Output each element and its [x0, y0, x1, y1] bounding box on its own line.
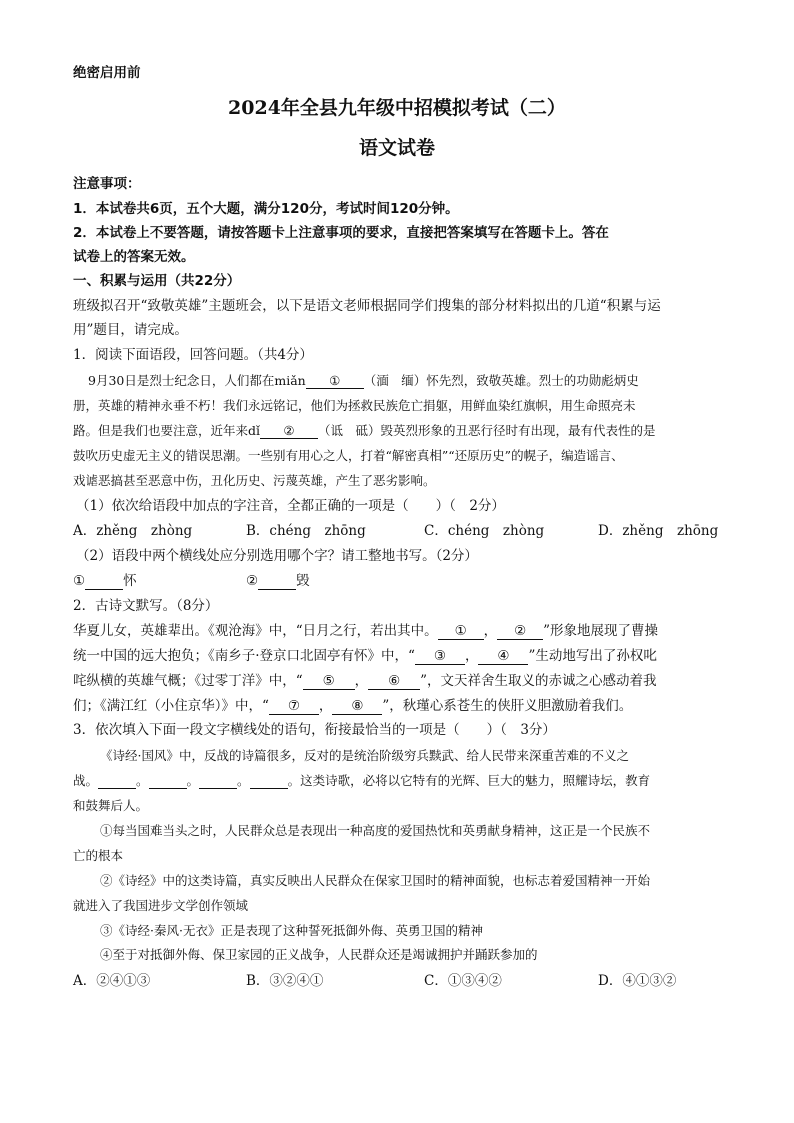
q2-text: ”，秋瑾心系苍生的侠肝义胆激励着我们。 [382, 698, 633, 714]
q1-sub1-option-b: B．chéng zhōng [246, 523, 366, 539]
q1-sub2-answer-2 [246, 572, 310, 590]
q3-passage-line-1: 《诗经·国风》中，反战的诗篇很多，反对的是统治阶级穷兵黩武、给人民带来深重苦难的不义之 [100, 748, 629, 763]
q1-sub1-option-a: A．zhěng zhòng [73, 523, 193, 539]
secret-label: 绝密启用前 [73, 65, 141, 81]
q1-sub2-tail: 毁 [296, 573, 310, 589]
q1-sub2-num: ① [73, 573, 86, 589]
q2-text: ”生动地写出了孙权叱 [528, 648, 657, 664]
q1-passage-line-4: 鼓吹历史虚无主义的错误思潮。一些别有用心之人，打着“解密真相”“还原历史”的幌子，编造谣言、 [73, 448, 624, 463]
q3-sentence-2-line-1: ②《诗经》中的这类诗篇，真实反映出人民群众在保家卫国时的精神面貌，也标志着爱国精神一开始 [100, 873, 651, 888]
q2-blank-8: ⑧ [332, 699, 382, 715]
q1-passage-text: 路。但是我们也要注意，近年来dǐ [73, 423, 261, 438]
q1-passage-text: 9月30日是烈士纪念日，人们都在miǎn [88, 373, 306, 388]
q1-sub2: （2）语段中两个横线处应分别选用哪个字？请工整地书写。（2分） [76, 548, 478, 564]
q3-blank-2 [149, 773, 187, 789]
subject-title: 语文试卷 [358, 137, 435, 159]
q1-passage-text: （诋 砥）毁英烈形象的丑恶行径时有出现，最有代表性的是 [318, 423, 656, 438]
q1-passage-line-1 [88, 372, 639, 390]
q3-blank-3 [199, 773, 237, 789]
q2-blank-3: ③ [415, 649, 465, 665]
q1-sub2-tail: 怀 [123, 573, 137, 589]
q1-sub2-num: ② [246, 573, 259, 589]
notice-item-1: 1．本试卷共6页，五个大题，满分120分，考试时间120分钟。 [73, 201, 459, 217]
q3-blank-4 [250, 773, 288, 789]
notice-item-2-line-1: 2．本试卷上不要答题，请按答题卡上注意事项的要求，直接把答案填写在答题卡上。答在 [73, 225, 609, 241]
q2-text: ”，文天祥舍生取义的赤诚之心感动着我 [420, 673, 657, 689]
notice-heading: 注意事项： [73, 176, 141, 192]
q2-blank-5: ⑤ [303, 674, 355, 690]
section1-intro-line-2: 用”题目，请完成。 [73, 322, 188, 338]
q1-sub1-option-c: C．chéng zhòng [424, 523, 545, 539]
q1-blank-2: ② [260, 423, 318, 439]
q2-line-4 [73, 697, 632, 715]
q1-stem: 1．阅读下面语段，回答问题。（共4分） [73, 347, 313, 363]
q1-sub2-answer-1 [73, 572, 137, 590]
q2-line-1 [73, 622, 658, 640]
q3-sentence-1-line-1: ①每当国难当头之时，人民群众总是表现出一种高度的爱国热忱和英勇献身精神，这正是一个民族不 [100, 823, 651, 838]
q2-blank-1: ① [438, 624, 484, 640]
q2-comma: ， [318, 698, 333, 714]
exam-title: 2024年全县九年级中招模拟考试（二） [228, 97, 566, 119]
q1-passage-line-2: 册，英雄的精神永垂不朽！我们永远铭记，他们为拯救民族危亡捐躯，用鲜血染红旗帜，用生命照亮未 [73, 398, 636, 413]
q1-passage-line-5: 戏谑恶搞甚至恶意中伤，丑化历史、污蔑英雄，产生了恶劣影响。 [73, 473, 436, 488]
q2-blank-4: ④ [478, 649, 528, 665]
q3-sentence-3: ③《诗经·秦风·无衣》正是表现了这种誓死抵御外侮、英勇卫国的精神 [100, 923, 483, 938]
q1-sub1-option-d: D．zhěng zhōng [598, 523, 719, 539]
q3-passage-line-2: 战。 。 。 。 。这类诗歌，必将以它特有的光辉、巨大的魅力，照耀诗坛，教育 [73, 773, 651, 788]
section1-intro-line-1: 班级拟召开“致敬英雄”主题班会，以下是语文老师根据同学们搜集的部分材料拟出的几道“积累与运 [73, 298, 661, 314]
q2-text: 华夏儿女，英雄辈出。《观沧海》中，“日月之行，若出其中。 [73, 623, 438, 639]
q1-sub2-blank-2 [258, 574, 296, 590]
q3-text: 战。 [73, 773, 99, 788]
q1-passage-text: （湎 缅）怀先烈，致敬英雄。烈士的功勋彪炳史 [363, 373, 639, 388]
q3-text: 这类诗歌，必将以它特有的光辉、巨大的魅力，照耀诗坛，教育 [300, 773, 651, 788]
q3-sentence-2-line-2: 就进入了我国进步文学创作领域 [73, 898, 249, 913]
q2-text: 统一中国的远大抱负；《南乡子·登京口北固亭有怀》中，“ [73, 648, 415, 664]
q2-comma: ， [354, 673, 369, 689]
q1-sub1: （1）依次给语段中加点的字注音，全都正确的一项是（ ）（ 2分） [76, 498, 505, 514]
q2-line-3 [73, 672, 657, 690]
q1-passage-line-3 [73, 422, 656, 440]
q2-line-2 [73, 647, 657, 665]
q2-stem: 2．古诗文默写。（8分） [73, 598, 219, 614]
q3-option-b: B．③②④① [246, 973, 324, 989]
q3-stem: 3．依次填入下面一段文字横线处的语句，衔接最恰当的一项是（ ）（ 3分） [73, 722, 556, 738]
q3-blank-1 [98, 773, 136, 789]
q2-comma: ， [483, 623, 498, 639]
q2-comma: ， [464, 648, 479, 664]
notice-item-2-line-2: 试卷上的答案无效。 [73, 249, 195, 265]
q3-option-c: C．①③④② [424, 973, 502, 989]
q3-sentence-1-line-2: 亡的根本 [73, 848, 124, 863]
q2-blank-6: ⑥ [368, 674, 420, 690]
q3-sentence-4: ④至于对抵御外侮、保卫家园的正义战争，人民群众还是竭诚拥护并踊跃参加的 [100, 947, 538, 962]
q1-sub2-blank-1 [85, 574, 123, 590]
q1-blank-1: ① [306, 373, 364, 389]
q2-text: 们；《满江红（小住京华）》中，“ [73, 698, 269, 714]
q2-text: ”形象地展现了曹操 [543, 623, 659, 639]
q3-option-d: D．④①③② [598, 973, 677, 989]
q2-blank-2: ② [497, 624, 543, 640]
q3-passage-line-3: 和鼓舞后人。 [73, 798, 149, 813]
q3-option-a: A．②④①③ [73, 973, 151, 989]
q2-blank-7: ⑦ [269, 699, 319, 715]
q2-text: 咤纵横的英雄气概；《过零丁洋》中，“ [73, 673, 303, 689]
section1-heading: 一、积累与运用（共22分） [73, 273, 241, 289]
